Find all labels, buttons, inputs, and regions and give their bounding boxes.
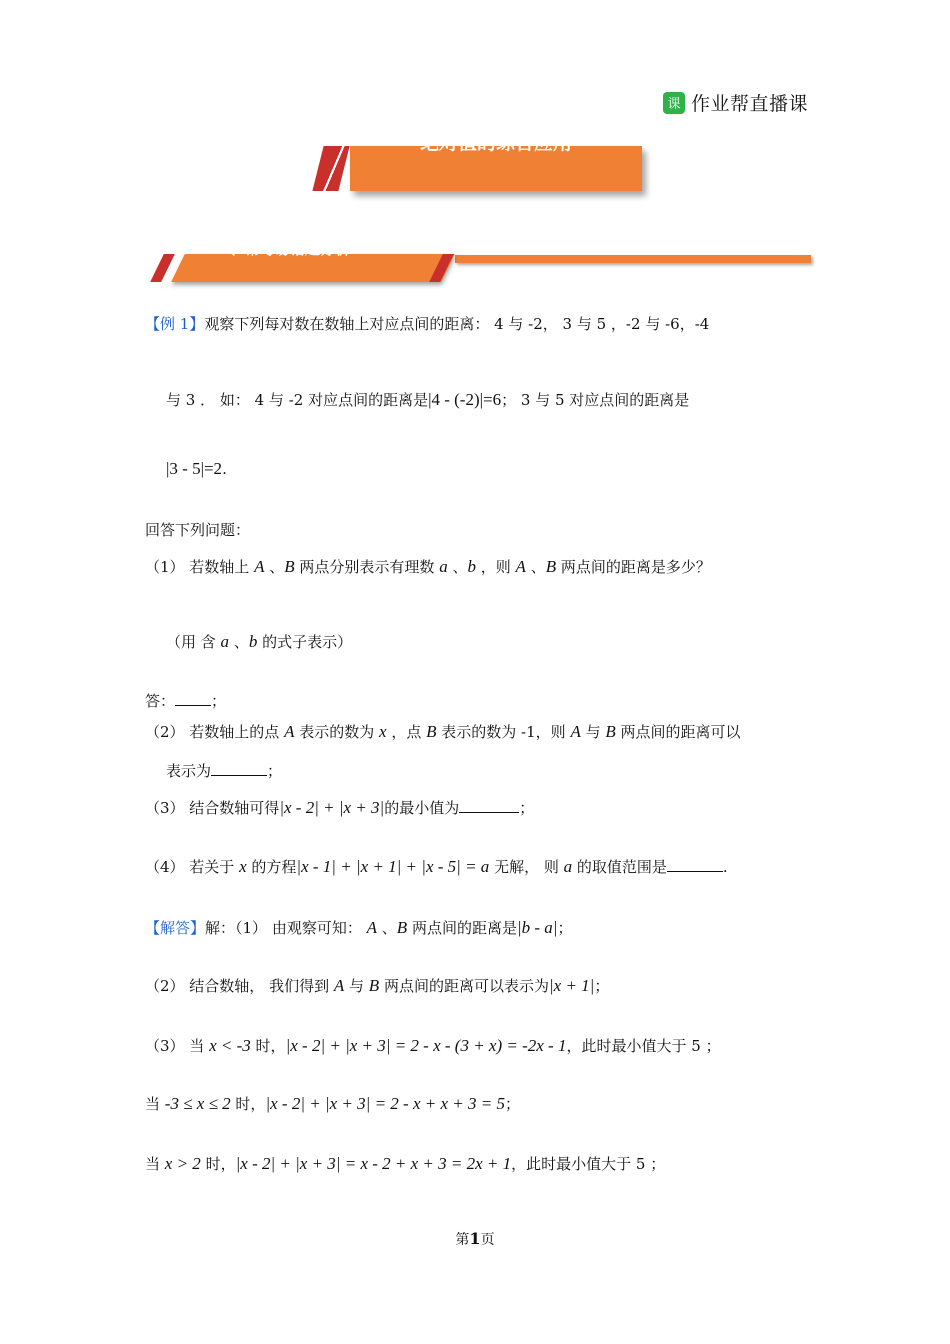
var: B [605, 722, 616, 741]
math-expression: |x + 1| [548, 976, 595, 995]
text: 的最小值为 [384, 799, 460, 817]
solution-1 [145, 917, 572, 939]
page-footer [0, 1229, 950, 1249]
var: A [333, 976, 345, 995]
text: 解：（1） 由观察可知： [205, 919, 367, 937]
solution-4 [145, 1093, 520, 1115]
example-line-1 [145, 313, 709, 335]
text: . [222, 460, 227, 478]
text: （4） 若关于 [145, 858, 240, 876]
section-title: 一、常考易错题分析 [215, 240, 351, 258]
text: ； [594, 977, 610, 995]
text: 时， [200, 1155, 236, 1173]
text: 时， [230, 1095, 266, 1113]
text: 与 [344, 977, 369, 995]
banner-slash-decoration [312, 146, 349, 191]
text: 无解， 则 [489, 858, 564, 876]
section-bar [455, 255, 811, 263]
var: A [284, 722, 295, 741]
answer-blank[interactable] [667, 857, 723, 872]
page-number: 1 [469, 1229, 481, 1248]
math-expression: |x - 2| + |x + 3| = x - 2 + x + 3 = 2x + 1 [235, 1154, 512, 1173]
brand-logo [663, 89, 808, 116]
math-expression: |4 - (-2)|=6 [428, 390, 502, 409]
text: 、 [377, 919, 397, 937]
text: 当 [145, 1095, 165, 1113]
example-line-3 [166, 458, 227, 480]
math-condition: x < -3 [209, 1036, 251, 1055]
math-expression: |x - 2| + |x + 3| [279, 798, 385, 817]
var: x [239, 857, 247, 876]
var: a [563, 857, 573, 876]
text: 两点间的距离是多少？ [556, 558, 711, 576]
math-expression: |x - 2| + |x + 3| = 2 - x + x + 3 = 5 [265, 1094, 505, 1113]
text: ，此时最小值大于 5 ； [511, 1155, 666, 1173]
var: B [368, 976, 380, 995]
text: ； [211, 692, 227, 710]
var: a [439, 557, 448, 576]
text: ，则 [475, 558, 516, 576]
var: A [515, 557, 526, 576]
text: （用 含 [166, 633, 221, 651]
question-4 [145, 856, 728, 878]
math-expression: |x - 1| + |x + 1| + |x - 5| = a [296, 857, 490, 876]
text: （2） 结合数轴， 我们得到 [145, 977, 334, 995]
question-3 [145, 797, 534, 819]
text: 的取值范围是 [572, 858, 667, 876]
var: B [426, 722, 437, 741]
text: 表示的数为 -1，则 [436, 723, 571, 741]
question-1-hint [166, 631, 352, 653]
question-1 [145, 556, 711, 578]
text: ，此时最小值大于 5 ； [566, 1037, 721, 1055]
solution-5 [145, 1153, 665, 1175]
solution-3 [145, 1035, 721, 1057]
text: 表示为 [166, 762, 212, 780]
example-text-1: 观察下列每对数在数轴上对应点间的距离： 4 与 -2， 3 与 5 ，-2 与 -6，-4 [204, 315, 710, 333]
var: b [467, 557, 476, 576]
text: 、 [229, 633, 249, 651]
math-expression: |3 - 5|=2 [166, 459, 223, 478]
brand-name: 作业帮直播课 [691, 93, 809, 115]
example-line-2 [166, 389, 689, 411]
var: B [545, 557, 557, 576]
text: 两点间的距离可以 [615, 723, 741, 741]
text: 表示的数为 [294, 723, 380, 741]
var: a [220, 632, 230, 651]
math-condition: x > 2 [164, 1154, 201, 1173]
text: ； [267, 762, 283, 780]
text: （3） 当 [145, 1037, 210, 1055]
brand-icon: 课 [663, 92, 685, 114]
text: 的式子表示） [257, 633, 353, 651]
math-expression: |x - 2| + |x + 3| = 2 - x - (3 + x) = -2x - 1 [285, 1036, 567, 1055]
var: B [284, 557, 295, 576]
text: 两点分别表示有理数 [294, 558, 440, 576]
text: （2） 若数轴上的点 [145, 723, 285, 741]
text: 答： [145, 692, 176, 710]
solution-2 [145, 975, 609, 997]
text: 当 [145, 1155, 165, 1173]
text: ； [557, 919, 573, 937]
var: A [366, 918, 377, 937]
question-2 [145, 721, 741, 743]
answer-line [145, 690, 226, 712]
text: ； [519, 799, 535, 817]
text: 、 [264, 558, 285, 576]
text: . [722, 858, 728, 876]
var: b [248, 632, 258, 651]
math-expression: |b - a| [516, 918, 558, 937]
prompt-line: 回答下列问题： [145, 521, 251, 539]
text: 两点间的距离是 [407, 919, 517, 937]
footer-suffix: 页 [480, 1232, 495, 1248]
text: ，点 [386, 723, 427, 741]
answer-blank[interactable] [175, 691, 211, 706]
text: 、 [447, 558, 468, 576]
math-condition: -3 ≤ x ≤ 2 [164, 1094, 231, 1113]
text: 与 [580, 723, 606, 741]
text: 的方程 [246, 858, 297, 876]
text: 时， [250, 1037, 286, 1055]
question-2-line-2 [166, 760, 282, 782]
text: 、 [525, 558, 546, 576]
section-red-stripe-left [150, 254, 175, 282]
text: （3） 结合数轴可得 [145, 799, 280, 817]
text: 两点间的距离可以表示为 [379, 977, 549, 995]
example-text-2b: ； 3 与 5 对应点间的距离是 [501, 391, 690, 409]
answer-blank[interactable] [211, 761, 267, 776]
solution-tag: 【解答】 [145, 919, 206, 937]
var: A [254, 557, 265, 576]
example-tag: 【例 1】 [145, 315, 205, 333]
footer-prefix: 第 [455, 1232, 470, 1248]
text: ； [504, 1095, 520, 1113]
answer-blank[interactable] [459, 798, 519, 813]
var: x [379, 722, 387, 741]
var: B [396, 918, 408, 937]
example-text-2a: 与 3 ． 如： 4 与 -2 对应点间的距离是 [166, 391, 429, 409]
text: （1） 若数轴上 [145, 558, 255, 576]
var: A [570, 722, 581, 741]
page-title: 绝对值的综合应用 [419, 132, 572, 154]
